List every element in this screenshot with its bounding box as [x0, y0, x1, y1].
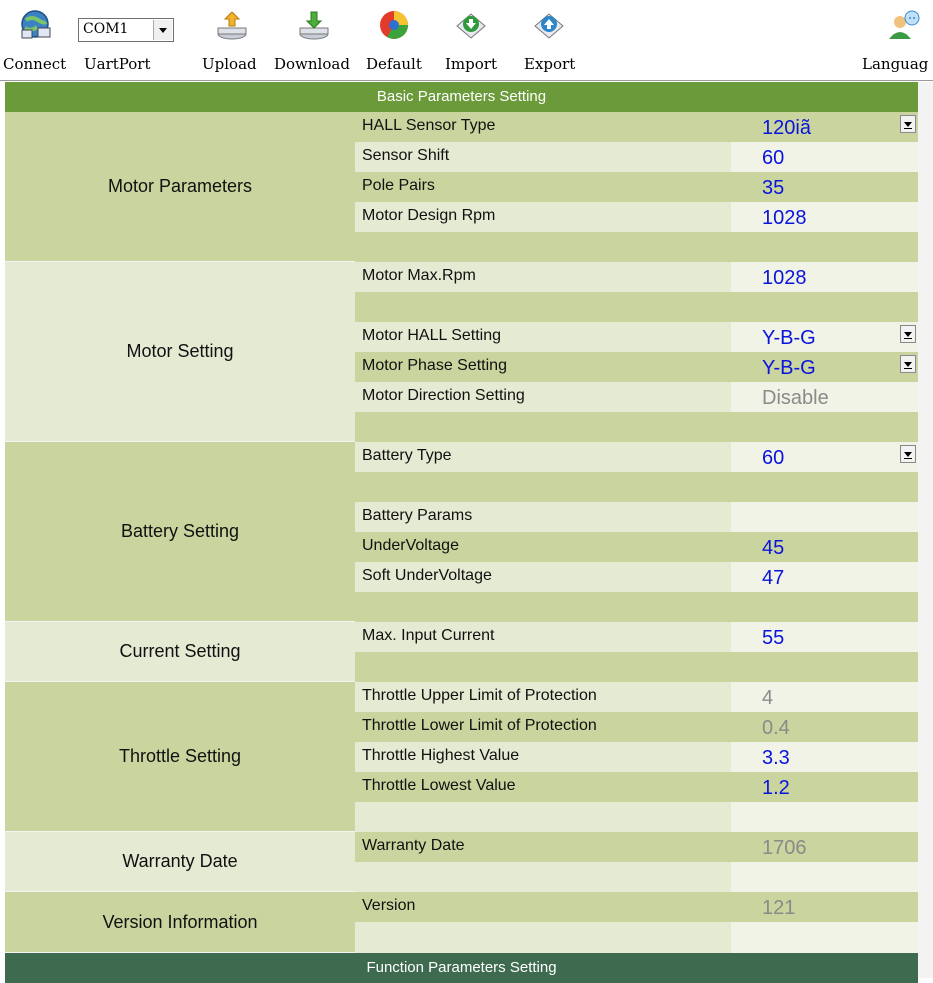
import-icon[interactable] [454, 8, 488, 42]
throttle-lowest-label: Throttle Lowest Value [355, 772, 731, 802]
dropdown-arrow-icon[interactable] [900, 355, 916, 373]
row-empty [355, 412, 918, 442]
upload-icon[interactable] [215, 8, 249, 42]
row-motor-phase-setting [355, 352, 918, 382]
dropdown-arrow-icon[interactable] [900, 325, 916, 343]
warranty-date-value: 1706 [731, 832, 918, 862]
row-soft-under-voltage [355, 562, 918, 592]
battery-params-value [731, 502, 918, 532]
vertical-scrollbar[interactable] [918, 82, 933, 978]
motor-max-rpm-input[interactable]: 1028 [731, 262, 918, 292]
sensor-shift-label: Sensor Shift [355, 142, 731, 172]
row-motor-direction-setting [355, 382, 918, 412]
throttle-upper-limit-label: Throttle Upper Limit of Protection [355, 682, 731, 712]
throttle-upper-limit-value: 4 [731, 682, 918, 712]
pole-pairs-input[interactable]: 35 [731, 172, 918, 202]
motor-design-rpm-input[interactable]: 1028 [731, 202, 918, 232]
language-icon[interactable] [886, 8, 920, 42]
toolbar [0, 0, 933, 81]
motor-hall-setting-label: Motor HALL Setting [355, 322, 731, 352]
motor-max-rpm-label: Motor Max.Rpm [355, 262, 731, 292]
row-version [355, 892, 918, 922]
row-throttle-highest [355, 742, 918, 772]
under-voltage-label: UnderVoltage [355, 532, 731, 562]
battery-type-select[interactable] [731, 442, 918, 472]
max-input-current-label: Max. Input Current [355, 622, 731, 652]
section-motor-parameters: Motor Parameters [5, 112, 355, 262]
section-throttle-setting: Throttle Setting [5, 682, 355, 832]
version-value: 121 [731, 892, 918, 922]
row-battery-params [355, 502, 918, 532]
download-label[interactable]: Download [274, 55, 350, 73]
uart-port-value: COM1 [83, 21, 129, 37]
throttle-lower-limit-label: Throttle Lower Limit of Protection [355, 712, 731, 742]
export-label[interactable]: Export [524, 55, 576, 73]
motor-phase-setting-value: Y-B-G [762, 357, 816, 379]
row-empty [355, 292, 918, 322]
uart-port-select[interactable] [78, 18, 174, 42]
dropdown-arrow-icon[interactable] [900, 445, 916, 463]
section-battery-setting: Battery Setting [5, 442, 355, 622]
row-motor-hall-setting [355, 322, 918, 352]
default-label[interactable]: Default [366, 55, 422, 73]
throttle-highest-input[interactable]: 3.3 [731, 742, 918, 772]
hall-sensor-type-label: HALL Sensor Type [355, 112, 731, 142]
row-empty [355, 922, 918, 953]
max-input-current-input[interactable]: 55 [731, 622, 918, 652]
throttle-lower-limit-value: 0.4 [731, 712, 918, 742]
motor-phase-setting-label: Motor Phase Setting [355, 352, 731, 382]
dropdown-arrow-icon[interactable] [900, 115, 916, 133]
sensor-shift-input[interactable]: 60 [731, 142, 918, 172]
row-max-input-current [355, 622, 918, 652]
function-parameters-header[interactable]: Function Parameters Setting [5, 953, 918, 983]
language-label[interactable]: Languag [862, 55, 929, 73]
uart-port-label: UartPort [84, 55, 151, 73]
row-motor-max-rpm [355, 262, 918, 292]
chevron-down-icon[interactable] [153, 20, 172, 40]
row-empty [355, 232, 918, 262]
row-throttle-lower-limit [355, 712, 918, 742]
row-empty [355, 862, 918, 892]
motor-direction-setting-label: Motor Direction Setting [355, 382, 731, 412]
soft-under-voltage-input[interactable]: 47 [731, 562, 918, 592]
connect-label[interactable]: Connect [3, 55, 67, 73]
battery-params-label: Battery Params [355, 502, 731, 532]
default-icon[interactable] [377, 8, 411, 42]
row-under-voltage [355, 532, 918, 562]
motor-phase-setting-select[interactable] [731, 352, 918, 382]
row-empty [355, 802, 918, 832]
hall-sensor-type-select[interactable] [731, 112, 918, 142]
hall-sensor-type-value: 120iã [762, 117, 811, 139]
row-throttle-upper-limit [355, 682, 918, 712]
motor-direction-setting-value: Disable [731, 382, 918, 412]
row-empty [355, 472, 918, 502]
row-empty [355, 592, 918, 622]
warranty-date-label: Warranty Date [355, 832, 731, 862]
under-voltage-input[interactable]: 45 [731, 532, 918, 562]
motor-hall-setting-select[interactable] [731, 322, 918, 352]
version-label: Version [355, 892, 731, 922]
row-battery-type [355, 442, 918, 472]
row-pole-pairs [355, 172, 918, 202]
upload-label[interactable]: Upload [202, 55, 257, 73]
pole-pairs-label: Pole Pairs [355, 172, 731, 202]
section-motor-setting: Motor Setting [5, 262, 355, 442]
export-icon[interactable] [532, 8, 566, 42]
battery-type-label: Battery Type [355, 442, 731, 472]
section-current-setting: Current Setting [5, 622, 355, 682]
row-sensor-shift [355, 142, 918, 172]
row-warranty-date [355, 832, 918, 862]
soft-under-voltage-label: Soft UnderVoltage [355, 562, 731, 592]
connect-icon[interactable] [18, 8, 52, 42]
download-icon[interactable] [297, 8, 331, 42]
motor-design-rpm-label: Motor Design Rpm [355, 202, 731, 232]
battery-type-value: 60 [762, 447, 785, 469]
section-version-information: Version Information [5, 892, 355, 953]
row-throttle-lowest [355, 772, 918, 802]
row-motor-design-rpm [355, 202, 918, 232]
throttle-highest-label: Throttle Highest Value [355, 742, 731, 772]
import-label[interactable]: Import [445, 55, 497, 73]
basic-parameters-header[interactable]: Basic Parameters Setting [5, 82, 918, 112]
motor-hall-setting-value: Y-B-G [762, 327, 816, 349]
row-empty [355, 652, 918, 682]
row-hall-sensor-type [355, 112, 918, 142]
section-warranty-date: Warranty Date [5, 832, 355, 892]
throttle-lowest-input[interactable]: 1.2 [731, 772, 918, 802]
